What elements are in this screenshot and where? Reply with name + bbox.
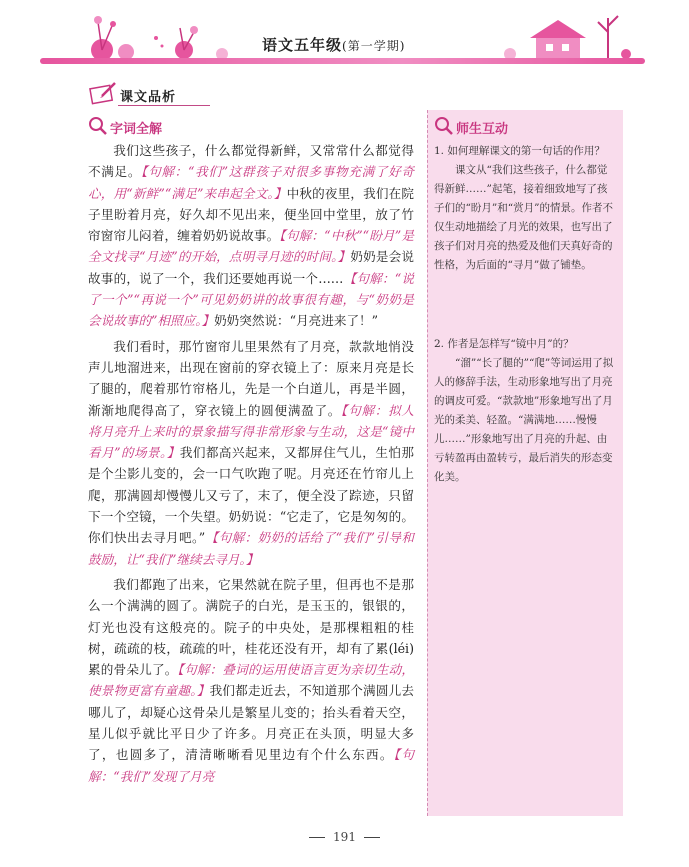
section-heading bbox=[88, 80, 208, 106]
sentence-annotation: 【句解：叠词的运用使语言更为亲切生动，使景物更富有童趣。】 bbox=[88, 662, 415, 699]
interaction-content bbox=[434, 142, 616, 487]
passage-sentence: 中秋的夜里，我们在院子里盼着月亮，好久却不见出来，便坐回中堂里，放了竹帘窗帘儿闷着，缠着奶奶说故事。 bbox=[88, 185, 414, 244]
passage-sentence: 我们都跑了出来，它果然就在院子里，但再也不是那么一个满满的圆了。满院子的白光，是玉玉的，银银的，灯光也没有这般亮的。院子的中央处，是那棵粗粗的桂树，疏疏的枝，疏疏的叶，桂花还没有开，却有了累(léi)累的骨朵儿了。 bbox=[88, 576, 414, 678]
passage-sentence: 奶奶突然说：“月亮进来了！” bbox=[214, 313, 379, 329]
passage-paragraph bbox=[88, 140, 414, 332]
right-subheading-label: 师生互动 bbox=[456, 122, 509, 137]
sentence-annotation: 【句解：拟人 将月亮升上来时的景象描写得非常形象与生动，这是“镜中看月”的场景。】 bbox=[88, 402, 427, 461]
sentence-annotation: 【句解：“我们”这群孩子对很多事物充满了好奇心，用“新鲜”“满足”来串起全文。】 bbox=[88, 164, 415, 201]
answer-1: 课文从“我们这些孩子，什么都觉得新鲜……”起笔，接着细致地写了孩子们的“盼月”和“赏月”的情景。作者不仅生动地描绘了月光的效果，也写出了孩子们对月亮的热爱及他们天真好奇的性格，为后面的“寻月”做了铺垫。 bbox=[434, 164, 613, 271]
section-title: 课文品析 bbox=[120, 90, 177, 105]
header-bar bbox=[40, 58, 645, 64]
house-decoration-icon bbox=[490, 8, 640, 64]
passage-sentence: 我们都走近去，不知道那个满圆儿去哪儿了，却疑心这骨朵儿是繁星儿变的；抬头看着天空，星儿似乎就比平日少了许多。月亮正在头顶，明显大多了，也圆多了，清清晰晰看见里边有个什么东西。 bbox=[88, 683, 415, 763]
passage-sentence: 奶奶是会说故事的，说了一个，我们还要她再说一个…… bbox=[88, 249, 415, 286]
book-title-text: 语文五年级 bbox=[262, 36, 343, 54]
passage-paragraph bbox=[88, 574, 414, 787]
passage-text bbox=[88, 140, 427, 787]
book-subtitle: (第一学期) bbox=[342, 39, 406, 53]
question-2: 2. 作者是怎样写“镜中月”的？ bbox=[434, 338, 574, 350]
sentence-annotation: 【句解：“说了一个”“再说一个”可见奶奶讲的故事很有趣，与“奶奶是会说故事的”相照应。】 bbox=[88, 270, 414, 329]
passage-sentence: 我们看时，那竹窗帘儿里果然有了月亮，款款地悄没声儿地溜进来，出现在窗前的穿衣镜上了：原来月亮是长了腿的，爬着那竹帘格儿，先是一个白道儿，再是半圆，渐渐地爬得高了，穿衣镜上的圆便满盈了。 bbox=[88, 338, 414, 418]
passage-paragraph bbox=[88, 336, 427, 570]
book-title bbox=[262, 34, 405, 55]
passage-sentence: 我们这些孩子，什么都觉得新鲜，又常常什么都觉得不满足。 bbox=[88, 143, 414, 180]
passage-sentence: 我们都高兴起来，又都屏住气儿，生怕那是个尘影儿变的，会一口气吹跑了呢。月亮还在竹帘儿上爬，那满圆却慢慢儿又亏了，末了，便全没了踪迹，只留下一个空镜，一个失望。奶奶说：“它走了，它是匆匆的。你们快出去寻月吧。” bbox=[88, 445, 415, 546]
magnifier-icon bbox=[88, 116, 108, 136]
sentence-annotation: 【句解：奶奶的话给了“我们”引导和鼓励，让“我们”继续去寻月。】 bbox=[88, 530, 414, 567]
answer-2: “溜”“长了腿的”“爬”等词运用了拟人的修辞手法，生动形象地写出了月亮的调皮可爱。“款款地”形象地写出了月光的柔美、轻盈。“满满地……慢慢儿……”形象地写出了月亮的升起、由亏转盈再由盈转亏，最后消失的形态变化美。 bbox=[434, 357, 614, 483]
page-header bbox=[0, 0, 689, 90]
left-subheading bbox=[88, 116, 208, 136]
right-subheading bbox=[434, 116, 554, 136]
magnifier-icon bbox=[434, 116, 454, 136]
sentence-annotation: 【句解：“我们”发现了月亮 bbox=[88, 747, 415, 784]
left-subheading-label: 字词全解 bbox=[110, 122, 163, 137]
sentence-annotation: 【句解：“中秋”“盼月”是全文找寻“月迹”的开始，点明寻月迹的时间。】 bbox=[88, 228, 414, 265]
pencil-note-icon bbox=[88, 80, 118, 106]
page-number-text: 191 bbox=[301, 830, 388, 844]
page-number bbox=[0, 830, 689, 844]
question-1: 1. 如何理解课文的第一句话的作用？ bbox=[434, 145, 605, 157]
section-underline bbox=[118, 105, 210, 106]
